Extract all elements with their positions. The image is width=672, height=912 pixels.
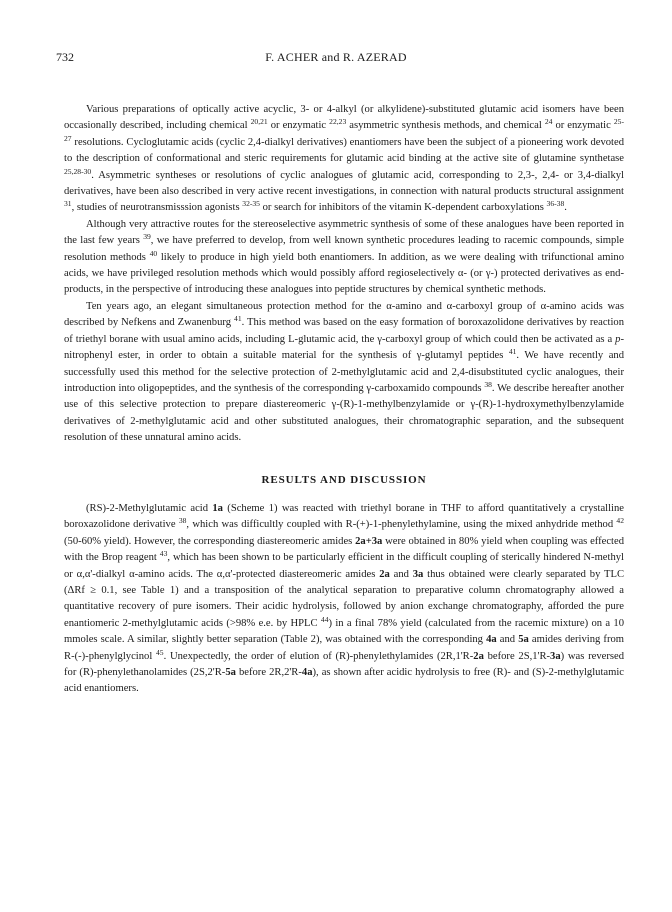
article-body	[64, 102, 624, 698]
section-heading: RESULTS AND DISCUSSION	[261, 473, 427, 486]
page-number: 732	[56, 50, 74, 64]
paragraph-1: Various preparations of optically active acyclic, 3- or 4-alkyl (or alkylidene)-substituted glutamic acid isomers have been occasionally described, including chemical $^{20,21}$ or enzymatic $^{22,23}$ asymmetric synthesis methods, and chemical $^{24}$ or enzymatic $^{25-27}$ resolutions. Cycloglutamic acids (cyclic 2,4-dialkyl derivatives) enantiomers have been the subject of a pioneering work devoted to the description of conformational and steric requirements for glutamic acid binding at the active site of glutamine synthetase $^{25,28-30}$. Asymmetric syntheses or resolutions of cyclic analogues of glutamic acid, corresponding to 2,3-, 2,4- or 3,4-dialkyl derivatives, have been also described in very active recent investigations, in connection with natural products structural assignment $^{31}$, studies of neurotransmisssion agonists $^{32-35}$ or search for inhibitors of the vitamin K-dependent carboxylations $^{36-38}$.	[64, 104, 624, 214]
paragraph-2: Although very attractive routes for the stereoselective asymmetric synthesis of some of these analogues have been reported in the last few years $^{39}$, we have preferred to develop, from well known synthetic procedures leading to racemic compounds, simple resolution methods $^{40}$ likely to produce in high yield both enantiomers. In addition, as we were dealing with trifunctional amino acids, we have privileged resolution methods which would possibly afford regioselectively α- (or γ-) protected derivatives as end-products, in the perspective of introducing these analogues into peptide structures by chemical synthetic methods.	[64, 218, 624, 296]
paragraph-4: (RS)-2-Methylglutamic acid 1a (Scheme 1) was reacted with triethyl borane in THF to afford quantitatively a crystalline boroxazolidone derivative $^{38}$, which was difficultly coupled with R-(+)-1-phenylethylamine, using the mixed anhydride method $^{42}$ (50-60% yield). However, the corresponding diastereomeric amides 2a+3a were obtained in 80% yield when coupling was effected with the Brop reagent $^{43}$, which has been shown to be particularly efficient in the difficult coupling of sterically hindered N-methyl or α,α'-dialkyl α-amino acids. The α,α'-protected diastereomeric amides 2a and 3a thus obtained were clearly separated by TLC (ΔRf ≥ 0.1, see Table 1) and a transposition of the analytical separation to preparative column chromatography allowed a quantitative recovery of pure isomers. Their acidic hydrolysis, followed by anion exchange chromatography, afforded the pure enantiomeric 2-methylglutamic acids (>98% e.e. by HPLC $^{44}$) in a final 78% yield (calculated from the racemic mixture) on a 10 mmoles scale. A similar, slightly better separation (Table 2), was obtained with the corresponding 4a and 5a amides deriving from R-(-)-phenylglycinol $^{45}$. Unexpectedly, the order of elution of (R)-phenylethylamides (2R,1'R-2a before 2S,1'R-3a) was reversed for (R)-phenylethanolamides (2S,2'R-5a before 2R,2'R-4a), as shown after acidic hydrolysis to free (R)- and (S)-2-methylglutamic acid enantiomers.	[64, 502, 625, 695]
running-head: F. ACHER and R. AZERAD	[265, 50, 407, 64]
paragraph-3: Ten years ago, an elegant simultaneous protection method for the α-amino and α-carboxyl group of α-amino acids was described by Nefkens and Zwanenburg $^{41}$. This method was based on the easy formation of boroxazolidone derivatives by reaction of triethyl borane with usual amino acids, including L-glutamic acid, the γ-carboxyl group of which could then be activated as a p-nitrophenyl ester, in order to obtain a suitable material for the synthesis of γ-glutamyl peptides $^{41}$. We have recently and successfully used this method for the selective protection of 2-methylglutamic acid and 2,4-disubstituted cyclic analogues, their introduction into oligopeptides, and the synthesis of the corresponding γ-carboxamido compounds $^{38}$. We describe hereafter another use of this selective protection to prepare diastereomeric γ-(R)-1-methylbenzylamide or γ-(R)-1-hydroxymethylbenzylamide derivatives of 2-methylglutamic acid and other substituted analogues, their chromatographic separation, and the subsequent resolution of these unnatural amino acids.	[64, 300, 624, 444]
